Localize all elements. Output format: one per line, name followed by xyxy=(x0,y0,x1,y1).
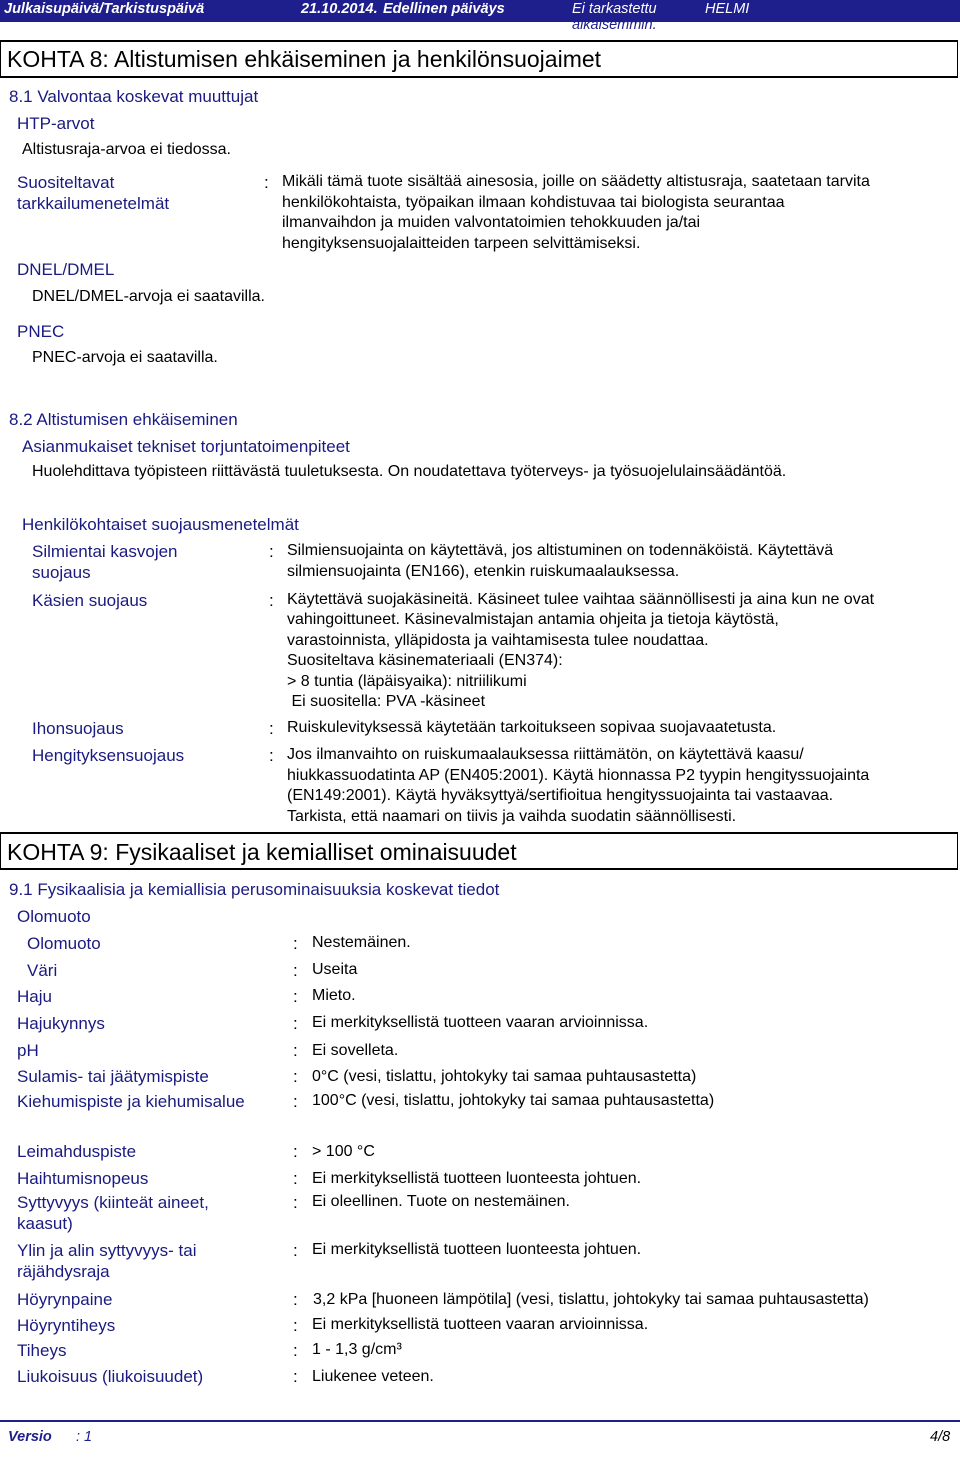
pnec-text: PNEC-arvoja ei saatavilla. xyxy=(32,349,218,366)
previous-date-label: Edellinen päiväys xyxy=(383,1,505,17)
respiratory-protection-text: Jos ilmanvaihto on ruiskumaalauksessa riittämätön, on käytettävä kaasu/ xyxy=(287,746,804,763)
property-value: Ei merkityksellistä tuotteen luonteesta johtuen. xyxy=(312,1170,642,1187)
property-label: Tiheys xyxy=(17,1341,67,1360)
property-label: Kiehumispiste ja kiehumisalue xyxy=(17,1092,245,1111)
monitoring-text-line: henkilökohtaista, työpaikan ilmaan kohdistuvaa tai biologista seurantaa xyxy=(282,194,785,211)
hand-protection-text: Käytettävä suojakäsineitä. Käsineet tulee vaihtaa säännöllisesti ja aina kun ne ovat xyxy=(287,591,875,608)
monitoring-text-line: ilmanvaihdon ja muiden valvontatoimien tehokkuuden ja/tai xyxy=(282,214,701,231)
engineering-controls-label: Asianmukaiset tekniset torjuntatoimenpiteet xyxy=(22,437,350,456)
eye-protection-label-2: suojaus xyxy=(32,563,91,582)
property-label: Höyryntiheys xyxy=(17,1316,116,1335)
separator: : xyxy=(269,719,274,738)
separator: : xyxy=(264,173,269,192)
property-value: Ei merkityksellistä tuotteen luonteesta johtuen. xyxy=(312,1241,642,1258)
monitoring-label-2: tarkkailumenetelmät xyxy=(17,194,170,213)
not-reviewed-2: aikaisemmin. xyxy=(572,17,657,33)
skin-protection-label: Ihonsuojaus xyxy=(32,719,124,738)
page-number: 4/8 xyxy=(930,1429,951,1445)
hand-protection-text: vahingoittuneet. Käsinevalmistajan antamia ohjeita ja tietoja käytöstä, xyxy=(287,611,779,628)
property-label-2: räjähdysraja xyxy=(17,1262,110,1281)
monitoring-text-line: Mikäli tämä tuote sisältää ainesosia, joille on säädetty altistusraja, saatetaan tarvita xyxy=(282,173,870,190)
property-label: Höyrynpaine xyxy=(17,1290,113,1309)
separator: : xyxy=(293,1241,298,1260)
property-label: Syttyvyys (kiinteät aineet, xyxy=(17,1193,209,1212)
separator: : xyxy=(269,591,274,610)
separator: : xyxy=(293,1290,298,1309)
monitoring-label-1: Suositeltavat xyxy=(17,173,115,192)
hand-protection-text: Suositeltava käsinemateriaali (EN374): xyxy=(287,652,563,669)
hand-protection-text: Ei suositella: PVA -käsineet xyxy=(287,693,486,710)
published-label: Julkaisupäivä/Tarkistuspäivä xyxy=(4,1,205,17)
separator: : xyxy=(269,542,274,561)
separator: : xyxy=(293,1067,298,1086)
not-reviewed-1: Ei tarkastettu xyxy=(572,1,657,17)
property-value: Ei oleellinen. Tuote on nestemäinen. xyxy=(312,1193,570,1210)
subsection-9-1: 9.1 Fysikaalisia ja kemiallisia perusominaisuuksia koskevat tiedot xyxy=(9,880,500,899)
subsection-8-2: 8.2 Altistumisen ehkäiseminen xyxy=(9,410,238,429)
property-value: > 100 °C xyxy=(312,1143,375,1160)
property-value: 3,2 kPa [huoneen lämpötila] (vesi, tislattu, johtokyky tai samaa puhtausastetta) xyxy=(313,1291,869,1308)
respiratory-protection-text: hiukkassuodatinta AP (EN405:2001). Käytä hionnassa P2 tyypin hengityssuojainta xyxy=(287,767,870,784)
property-label: Haju xyxy=(17,987,52,1006)
respiratory-protection-text: (EN149:2001). Käytä hyväksyttyä/sertifioitua hengityssuojainta tai vastaavaa. xyxy=(287,787,834,804)
separator: : xyxy=(293,1367,298,1386)
olomuoto-heading: Olomuoto xyxy=(17,907,91,926)
property-value: Mieto. xyxy=(312,987,356,1004)
property-value: Useita xyxy=(312,961,358,978)
separator: : xyxy=(293,934,298,953)
subsection-8-1: 8.1 Valvontaa koskevat muuttujat xyxy=(9,87,259,106)
property-label: pH xyxy=(17,1041,39,1060)
ppe-label: Henkilökohtaiset suojausmenetelmät xyxy=(22,515,299,534)
property-value: Ei merkityksellistä tuotteen vaaran arvioinnissa. xyxy=(312,1014,649,1031)
property-label: Liukoisuus (liukoisuudet) xyxy=(17,1367,204,1386)
version-value: : 1 xyxy=(76,1429,93,1445)
property-label: Ylin ja alin syttyvyys- tai xyxy=(17,1241,197,1260)
property-label: Leimahduspiste xyxy=(17,1142,137,1161)
date: 21.10.2014. xyxy=(301,1,378,17)
section8-title: KOHTA 8: Altistumisen ehkäiseminen ja henkilönsuojaimet xyxy=(7,46,602,72)
product-name: HELMI xyxy=(705,1,750,17)
separator: : xyxy=(293,961,298,980)
footer-rule xyxy=(0,1420,960,1422)
dnel-text: DNEL/DMEL-arvoja ei saatavilla. xyxy=(32,288,265,305)
hand-protection-label: Käsien suojaus xyxy=(32,591,148,610)
separator: : xyxy=(293,1041,298,1060)
separator: : xyxy=(293,1169,298,1188)
htp-label: HTP-arvot xyxy=(17,114,95,133)
separator: : xyxy=(269,746,274,765)
eye-protection-text: silmiensuojainta (EN166), etenkin ruiskumaalauksessa. xyxy=(287,563,680,580)
separator: : xyxy=(293,987,298,1006)
section9-title: KOHTA 9: Fysikaaliset ja kemialliset ominaisuudet xyxy=(7,839,517,865)
htp-text: Altistusraja-arvoa ei tiedossa. xyxy=(22,141,231,158)
property-value: 0°C (vesi, tislattu, johtokyky tai samaa puhtausastetta) xyxy=(312,1068,697,1085)
separator: : xyxy=(293,1341,298,1360)
eye-protection-label: Silmientai kasvojen xyxy=(32,542,178,561)
version-label: Versio xyxy=(8,1429,52,1445)
property-value: Ei merkityksellistä tuotteen vaaran arvioinnissa. xyxy=(312,1316,649,1333)
skin-protection-text: Ruiskulevityksessä käytetään tarkoitukseen sopivaa suojavaatetusta. xyxy=(287,719,777,736)
separator: : xyxy=(293,1316,298,1335)
eye-protection-text: Silmiensuojainta on käytettävä, jos altistuminen on todennäköistä. Käytettävä xyxy=(287,542,834,559)
property-label: Haihtumisnopeus xyxy=(17,1169,149,1188)
property-value: 100°C (vesi, tislattu, johtokyky tai samaa puhtausastetta) xyxy=(312,1092,715,1109)
separator: : xyxy=(293,1014,298,1033)
property-label: Olomuoto xyxy=(27,934,101,953)
separator: : xyxy=(293,1193,298,1212)
dnel-label: DNEL/DMEL xyxy=(17,260,115,279)
property-label-2: kaasut) xyxy=(17,1214,73,1233)
separator: : xyxy=(293,1142,298,1161)
pnec-label: PNEC xyxy=(17,322,65,341)
property-label: Väri xyxy=(27,961,58,980)
property-value: 1 - 1,3 g/cm³ xyxy=(312,1341,402,1358)
respiratory-protection-label: Hengityksensuojaus xyxy=(32,746,185,765)
separator: : xyxy=(293,1092,298,1111)
property-value: Liukenee veteen. xyxy=(312,1368,434,1385)
property-value: Nestemäinen. xyxy=(312,934,411,951)
monitoring-text-line: hengityksensuojalaitteiden tarpeen selvittämiseksi. xyxy=(282,235,641,252)
property-label: Sulamis- tai jäätymispiste xyxy=(17,1067,209,1086)
engineering-controls-text: Huolehdittava työpisteen riittävästä tuuletuksesta. On noudatettava työterveys- ja työsuojelulainsäädäntöä. xyxy=(32,463,787,480)
property-value: Ei sovelleta. xyxy=(312,1042,399,1059)
hand-protection-text: varastoinnista, ylläpidosta ja vaihtamisesta tulee noudattaa. xyxy=(287,632,709,649)
property-label: Hajukynnys xyxy=(17,1014,105,1033)
respiratory-protection-text: Tarkista, että naamari on tiivis ja vaihda suodatin säännöllisesti. xyxy=(287,808,737,825)
hand-protection-text: > 8 tuntia (läpäisyaika): nitriilikumi xyxy=(287,673,527,690)
